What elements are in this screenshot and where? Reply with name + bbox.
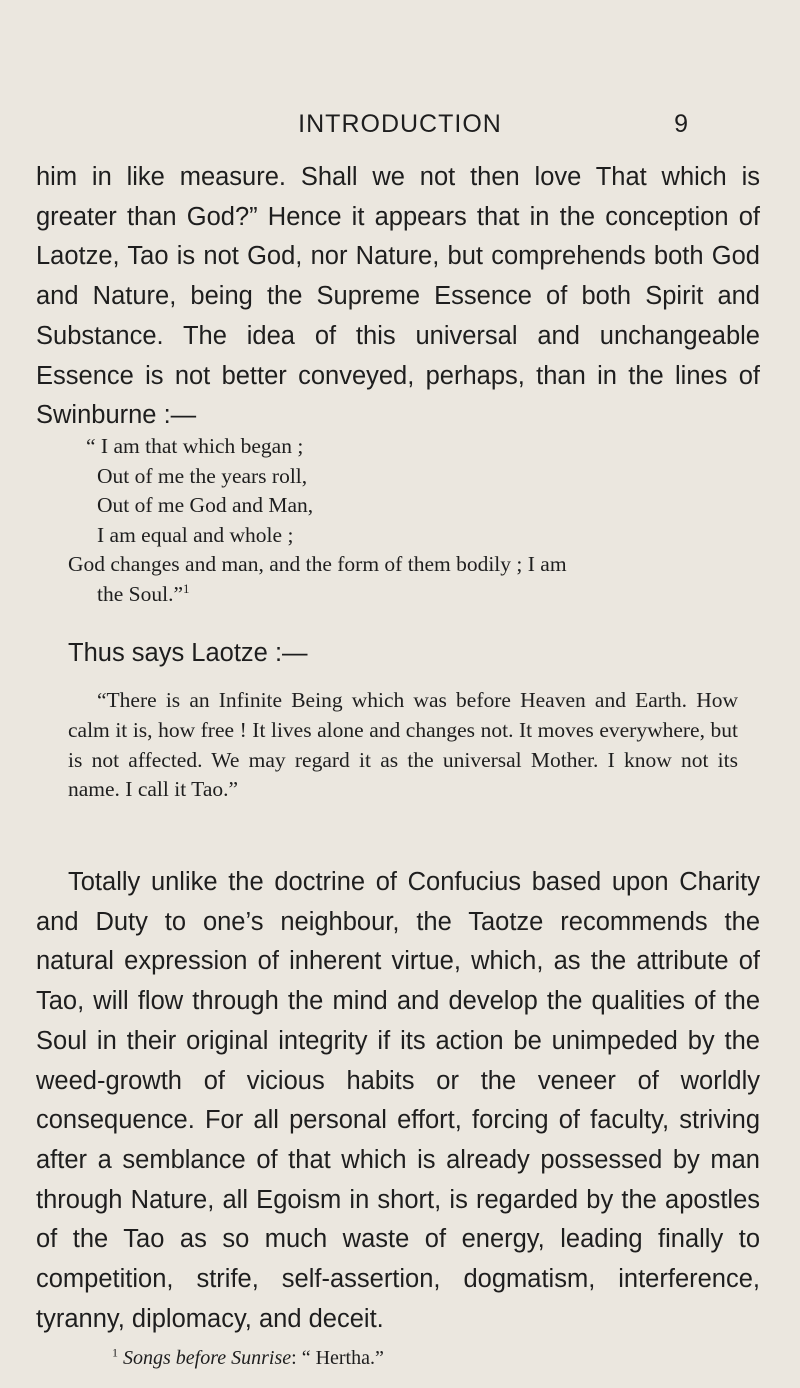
paragraph-1: him in like measure. Shall we not then love That which is greater than God?” Hence it appears that in the conception of Laotze, Tao is not God, nor Nature, but comprehends both God and Nature, being the Supreme Essence of both Spirit and Substance. The idea of this universal and unchangeable Essence is not better conveyed, perhaps, than in the lines of Swinburne :—: [36, 163, 760, 430]
footnote: [112, 1344, 384, 1372]
running-title: INTRODUCTION: [298, 110, 502, 138]
verse-line-4: I am equal and whole ;: [97, 522, 294, 547]
footnote-source-title: Songs before Sunrise: [123, 1347, 292, 1369]
paragraph-3: Totally unlike the doctrine of Confucius based upon Charity and Duty to one’s neighbour, the Taotze recommends the natural expression of inherent virtue, which, as the attribute of Tao, will flow through the mind and develop the qualities of the Soul in their original integrity if its action be unimpeded by the weed-growth of vicious habits or the veneer of worldly consequence. For all personal effort, forcing of faculty, striving after a semblance of that which is already possessed by man through Nature, all Egoism in short, is regarded by the apostles of the Tao as so much waste of energy, leading finally to competition, strife, self-assertion, dogmatism, interference, tyranny, diplomacy, and deceit.: [36, 868, 760, 1333]
page-number: 9: [674, 110, 688, 138]
footnote-poem: “ Hertha.”: [301, 1347, 384, 1369]
footnote-separator: :: [291, 1347, 297, 1369]
running-head: [0, 106, 800, 142]
verse-line-6-text: the Soul.”: [97, 581, 183, 606]
verse-line-5: God changes and man, and the form of them bodily ; I am: [68, 552, 567, 576]
verse-line-3: Out of me God and Man,: [97, 493, 314, 517]
verse-line-1: “ I am that which began ;: [86, 434, 304, 458]
footnote-reference: 1: [183, 581, 190, 596]
verse-line-2: Out of me the years roll,: [97, 463, 308, 488]
swinburne-verse: [68, 432, 738, 609]
paragraph-2: Thus says Laotze :—: [68, 639, 308, 667]
footnote-marker: 1: [112, 1345, 118, 1360]
laotze-quote: “There is an Infinite Being which was before Heaven and Earth. How calm it is, how free ! It lives alone and changes not. It moves everywhere, but is not affected. We may regard it as the universal Mother. I know not its name. I call it Tao.”: [68, 688, 738, 802]
verse-line-6: [68, 580, 738, 610]
